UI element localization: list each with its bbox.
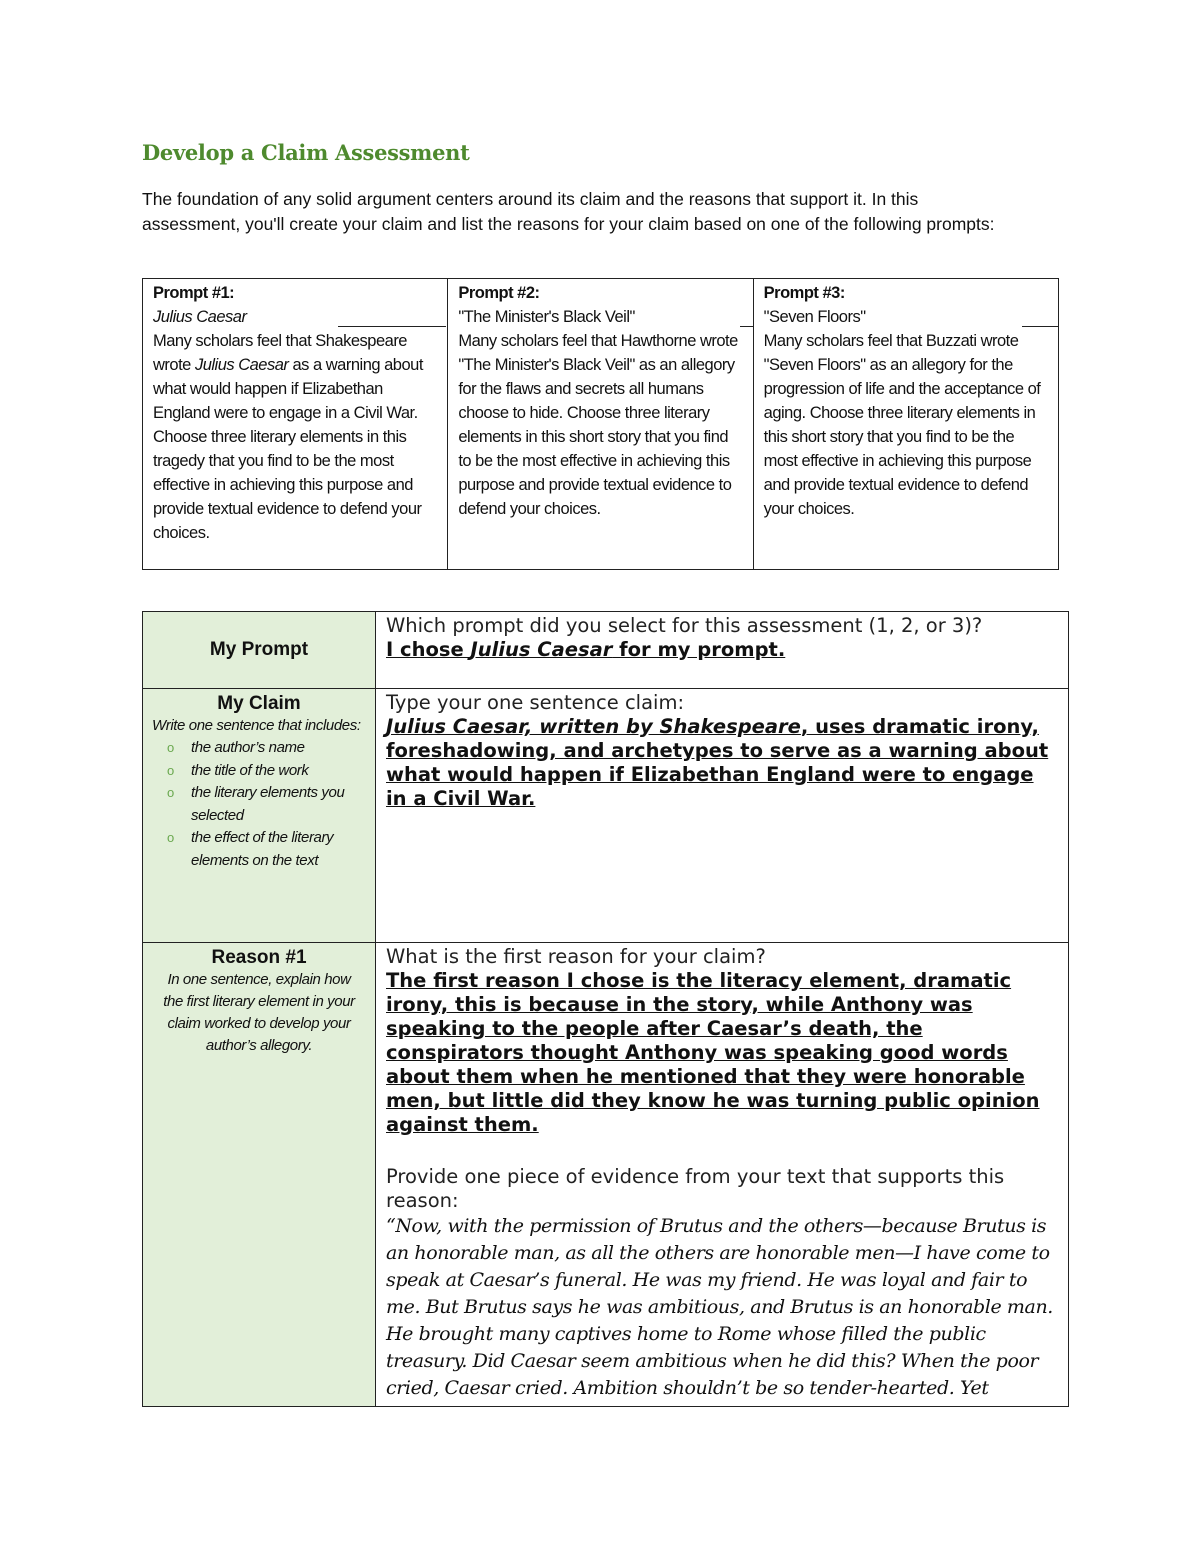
prompt-1-text [153,329,437,545]
prompt-3-divider [1022,326,1059,327]
prompt-1-divider [338,326,446,327]
prompt-3-heading: Prompt #3: [763,284,845,302]
my-claim-answer [386,715,1048,810]
reason-1-description: In one sentence, explain how the first literary element in your claim worked to develop your author’s allegory. [163,971,355,1054]
evidence-prompt: Provide one piece of evidence from your text that supports this reason: [386,1165,1005,1212]
my-prompt-label: My Prompt [209,639,309,660]
prompt-1-cell [143,279,448,570]
my-claim-label-cell [143,689,376,943]
bullet-icon: o [167,830,174,845]
my-claim-description: Write one sentence that includes: [152,717,361,734]
my-prompt-question: Which prompt did you select for this assessment (1, 2, or 3)? [386,614,983,637]
evidence-quote: “Now, with the permission of Brutus and the others—because Brutus is an honorable man, as all the others are honorable men—I have come to speak at Caesar’s funeral. He was my friend. He was loyal and fair to me. But Brutus says he was ambitious, and Brutus is an honorable man. He brought many captives home to Rome whose filled the public treasury. Did Caesar seem ambitious when he did this? When the poor cried, Caesar cried. Ambition shouldn’t be so tender-hearted. Yet [386,1215,1053,1399]
list-item-text: the literary elements you selected [191,784,345,824]
prompt-3-cell [753,279,1058,570]
my-prompt-answer-start: I chose [386,638,471,661]
bullet-icon: o [167,740,174,755]
my-prompt-answer-end: for my prompt. [612,638,786,661]
list-item [163,737,369,760]
my-claim-question: Type your one sentence claim: [386,691,685,714]
prompt-2-cell [448,279,753,570]
list-item [163,782,369,827]
my-prompt-answer-cell[interactable] [376,612,1069,689]
list-item [163,760,369,783]
my-prompt-label-cell [143,612,376,689]
my-claim-answer-end: , uses dramatic irony, foreshadowing, and archetypes to serve as a warning about what would happen if Elizabethan England were to engage in a Civil War. [386,715,1049,810]
my-claim-label: My Claim [217,693,301,714]
my-claim-answer-cell[interactable] [376,689,1069,943]
prompt-1-text-end: as a warning about what would happen if Elizabethan England were to engage in a Civil War. Choose three literary elements in this tragedy that you find to be the most effective in achieving this purpose and provide textual evidence to defend your choices. [153,356,423,542]
prompts-table [142,278,1059,570]
my-claim-answer-start: Julius Caesar, written by Shakespeare [386,715,801,738]
response-table [142,611,1069,1407]
prompt-2-divider [740,326,753,327]
prompt-1-work: Julius Caesar [153,308,247,326]
claim-requirements-list [149,737,369,872]
list-item-text: the author’s name [191,739,305,756]
reason-1-answer: The first reason I chose is the literacy element, dramatic irony, this is because in the story, while Anthony was speaking to the people after Caesar’s death, the conspirators thought Anthony was speaking good words about them when he mentioned that they were honorable men, but little did they know he was turning public opinion against them. [386,969,1040,1136]
list-item-text: the effect of the literary elements on the text [191,829,334,869]
prompt-1-text-title: Julius Caesar [194,356,289,374]
prompt-2-text: Many scholars feel that Hawthorne wrote "The Minister's Black Veil" as an allegory for the flaws and secrets all humans choose to hide. Choose three literary elements in this short story that you find to be the most effective in achieving this purpose and provide textual evidence to defend your choices. [458,332,738,518]
prompt-1-heading: Prompt #1: [153,284,235,302]
intro-paragraph: The foundation of any solid argument centers around its claim and the reasons that support it. In this assessment, you'll create your claim and list the reasons for your claim based on one of the following prompts: [142,189,995,234]
reason-1-label: Reason #1 [211,947,307,968]
list-item-text: the title of the work [191,761,309,779]
reason-1-label-cell [143,943,376,1407]
prompt-3-text: Many scholars feel that Buzzati wrote "Seven Floors" as an allegory for the progression of life and the acceptance of aging. Choose three literary elements in this short story that you find to be the most effective in achieving this purpose and provide textual evidence to defend your choices. [763,332,1041,518]
reason-1-answer-cell[interactable] [376,943,1069,1407]
my-prompt-answer [386,638,785,661]
bullet-icon: o [167,762,174,778]
prompt-3-work: "Seven Floors" [763,308,866,326]
page-title: Develop a Claim Assessment [142,140,470,165]
my-prompt-answer-title: Julius Caesar [470,638,613,661]
bullet-icon: o [167,785,174,800]
prompt-2-work: "The Minister's Black Veil" [458,308,635,326]
reason-1-question: What is the first reason for your claim? [386,945,766,968]
prompt-1-text-start: Many scholars feel that Shakespeare wrote [153,332,407,374]
list-item [163,827,369,872]
prompt-2-heading: Prompt #2: [458,284,540,302]
